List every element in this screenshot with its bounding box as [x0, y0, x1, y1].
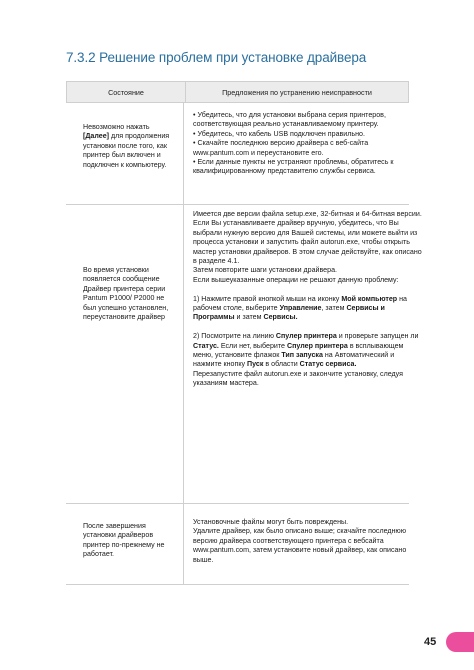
- text-line: [193, 556, 406, 565]
- page-number: 45: [424, 636, 437, 648]
- text-line: [83, 522, 164, 531]
- text-segment: был успешно установлен,: [83, 303, 169, 312]
- text-line: [193, 248, 422, 257]
- text-line: [193, 537, 406, 546]
- text-line: [193, 370, 422, 379]
- text-segment: меню, установите флажок: [193, 351, 282, 360]
- text-segment: 1) Нажмите правой кнопкой мыши на иконку: [193, 294, 342, 303]
- solution-text: [193, 518, 406, 565]
- text-line: [193, 130, 393, 139]
- bold-term: Пуск: [247, 360, 264, 369]
- text-segment: появляется сообщение: [83, 275, 160, 284]
- text-segment: Перезапустите файл autorun.exe и закончите установку, следуя: [193, 369, 403, 378]
- text-segment: , затем: [321, 304, 347, 313]
- bold-term: Спулер принтера: [275, 332, 337, 341]
- text-segment: • Убедитесь, что кабель USB подключен правильно.: [193, 129, 365, 138]
- text-line: [83, 550, 164, 559]
- text-line: [193, 304, 422, 313]
- text-segment: принтер был включен и: [83, 151, 161, 160]
- text-line: [193, 257, 422, 266]
- text-line: [83, 541, 164, 550]
- bold-term: Спулер принтера: [286, 341, 348, 350]
- text-line: [83, 285, 168, 294]
- condition-text: [83, 123, 169, 170]
- text-segment: • Скачайте последнюю версию драйвера с веб-сайта: [193, 139, 369, 148]
- text-segment: и проверьте запущен ли: [336, 332, 419, 341]
- text-line: [83, 531, 164, 540]
- text-segment: Драйвер принтера серии: [83, 284, 166, 293]
- text-line: [193, 379, 422, 388]
- text-line: [193, 229, 422, 238]
- text-line: [193, 158, 393, 167]
- text-segment: установки после того, как: [83, 141, 167, 150]
- text-line: [193, 266, 422, 275]
- bold-term: Статус сервиса.: [299, 360, 357, 369]
- text-line: [193, 351, 422, 360]
- condition-cell: [66, 205, 184, 503]
- text-segment: После завершения: [83, 522, 146, 530]
- text-line: [193, 323, 422, 332]
- text-line: [83, 294, 168, 303]
- text-line: [83, 132, 169, 141]
- text-segment: на: [397, 294, 407, 303]
- header-condition: Состояние: [67, 82, 186, 102]
- text-line: [193, 527, 406, 536]
- text-line: [193, 167, 393, 176]
- page-title: 7.3.2 Решение проблем при установке драйвера: [66, 50, 367, 65]
- text-segment: квалифицированному представителю службы сервиса.: [193, 167, 376, 176]
- text-line: [193, 518, 406, 527]
- text-segment: Во время установки: [83, 266, 149, 274]
- table-row: [66, 102, 409, 205]
- text-segment: работает.: [83, 550, 114, 559]
- text-line: [193, 238, 422, 247]
- table-row: [66, 205, 422, 504]
- text-segment: Установочные файлы могут быть повреждены.: [193, 518, 349, 526]
- troubleshooting-table: [66, 81, 422, 564]
- text-segment: • Убедитесь, что для установки выбрана серия принтеров,: [193, 111, 386, 119]
- text-segment: рабочем столе, выберите: [193, 304, 280, 313]
- text-segment: 2) Посмотрите на линию: [193, 332, 276, 341]
- text-segment: мастер установки драйверов. В этом случае действуйте, как описано: [193, 247, 422, 256]
- text-line: [193, 332, 422, 341]
- text-line: [193, 276, 422, 285]
- text-segment: нажмите кнопку: [193, 360, 248, 369]
- text-line: [193, 111, 393, 120]
- condition-text: [83, 266, 168, 322]
- text-segment: выше.: [193, 555, 214, 564]
- table-row: [66, 504, 409, 585]
- text-line: [193, 313, 422, 322]
- solution-text: [193, 111, 393, 177]
- bold-term: Управление: [279, 304, 322, 313]
- text-segment: Удалите драйвер, как было описано выше; скачайте последнюю: [193, 527, 407, 536]
- bold-term: Программы: [193, 313, 235, 322]
- text-segment: установки драйверов: [83, 531, 154, 540]
- condition-cell: [66, 504, 184, 584]
- condition-text: [83, 522, 164, 560]
- text-line: [83, 304, 168, 313]
- text-line: [193, 219, 422, 228]
- text-line: [83, 313, 168, 322]
- text-segment: указаниям мастера.: [193, 379, 259, 388]
- text-segment: выбрали нужную версию для Вашей системы, или можете выйти из: [193, 228, 418, 237]
- text-segment: www.pantum.com и переустановите его.: [193, 148, 324, 157]
- text-segment: Имеется две версии файла setup.exe, 32-битная и 64-битная версии.: [193, 210, 422, 218]
- solution-text: [193, 210, 422, 389]
- text-segment: процесса установки и запустить файл autorun.exe, чтобы открыть: [193, 238, 410, 247]
- text-segment: для продолжения: [109, 132, 170, 141]
- text-line: [193, 546, 406, 555]
- bold-term: Статус.: [193, 341, 219, 350]
- text-segment: Если нет, выберите: [218, 341, 287, 350]
- text-segment: в разделе 4.1.: [193, 257, 240, 266]
- bold-term: Сервисы.: [263, 313, 298, 322]
- text-segment: на Автоматический и: [322, 351, 395, 360]
- text-segment: Затем повторите шаги установки драйвера.: [193, 266, 337, 275]
- text-segment: версию драйвера соответствующего принтера с вебсайта: [193, 536, 384, 545]
- condition-cell: [66, 102, 184, 204]
- solution-cell: [184, 102, 409, 204]
- text-line: [193, 342, 422, 351]
- text-segment: www.pantum.com, затем установите новый драйвер, как описано: [193, 546, 407, 555]
- text-segment: и затем: [234, 313, 264, 322]
- text-line: [83, 275, 168, 284]
- text-segment: Если Вы устанавливаете драйвер вручную, убедитесь, что Вы: [193, 219, 399, 228]
- bold-term: Сервисы и: [346, 304, 385, 313]
- text-line: [193, 285, 422, 294]
- text-segment: в всплывающем: [347, 341, 404, 350]
- text-segment: переустановите драйвер: [83, 313, 165, 322]
- text-segment: в области: [263, 360, 300, 369]
- text-line: [83, 161, 169, 170]
- text-line: [193, 139, 393, 148]
- solution-cell: [184, 205, 422, 503]
- text-line: [193, 360, 422, 369]
- text-segment: Невозможно нажать: [83, 123, 150, 131]
- text-segment: • Если данные пункты не устраняют проблемы, обратитесь к: [193, 158, 394, 167]
- text-line: [193, 149, 393, 158]
- text-segment: подключен к компьютеру.: [83, 160, 167, 169]
- bold-term: [Далее]: [83, 132, 110, 141]
- text-line: [83, 151, 169, 160]
- page-tab-marker: [446, 632, 474, 652]
- text-line: [83, 123, 169, 132]
- text-line: [193, 120, 393, 129]
- bold-term: Мой компьютер: [341, 294, 398, 303]
- solution-cell: [184, 504, 409, 584]
- text-segment: соответствующая реально устанавливаемому принтеру.: [193, 120, 379, 129]
- table-header: [66, 81, 409, 103]
- text-line: [193, 210, 422, 219]
- text-line: [83, 142, 169, 151]
- bold-term: Тип запуска: [281, 351, 323, 360]
- text-line: [193, 295, 422, 304]
- text-segment: Если вышеуказанные операции не решают данную проблему:: [193, 275, 399, 284]
- text-segment: принтер по-прежнему не: [83, 540, 165, 549]
- text-line: [83, 266, 168, 275]
- header-solution: Предложения по устранению неисправности: [222, 87, 372, 97]
- text-segment: Pantum P1000/ P2000 не: [83, 294, 165, 303]
